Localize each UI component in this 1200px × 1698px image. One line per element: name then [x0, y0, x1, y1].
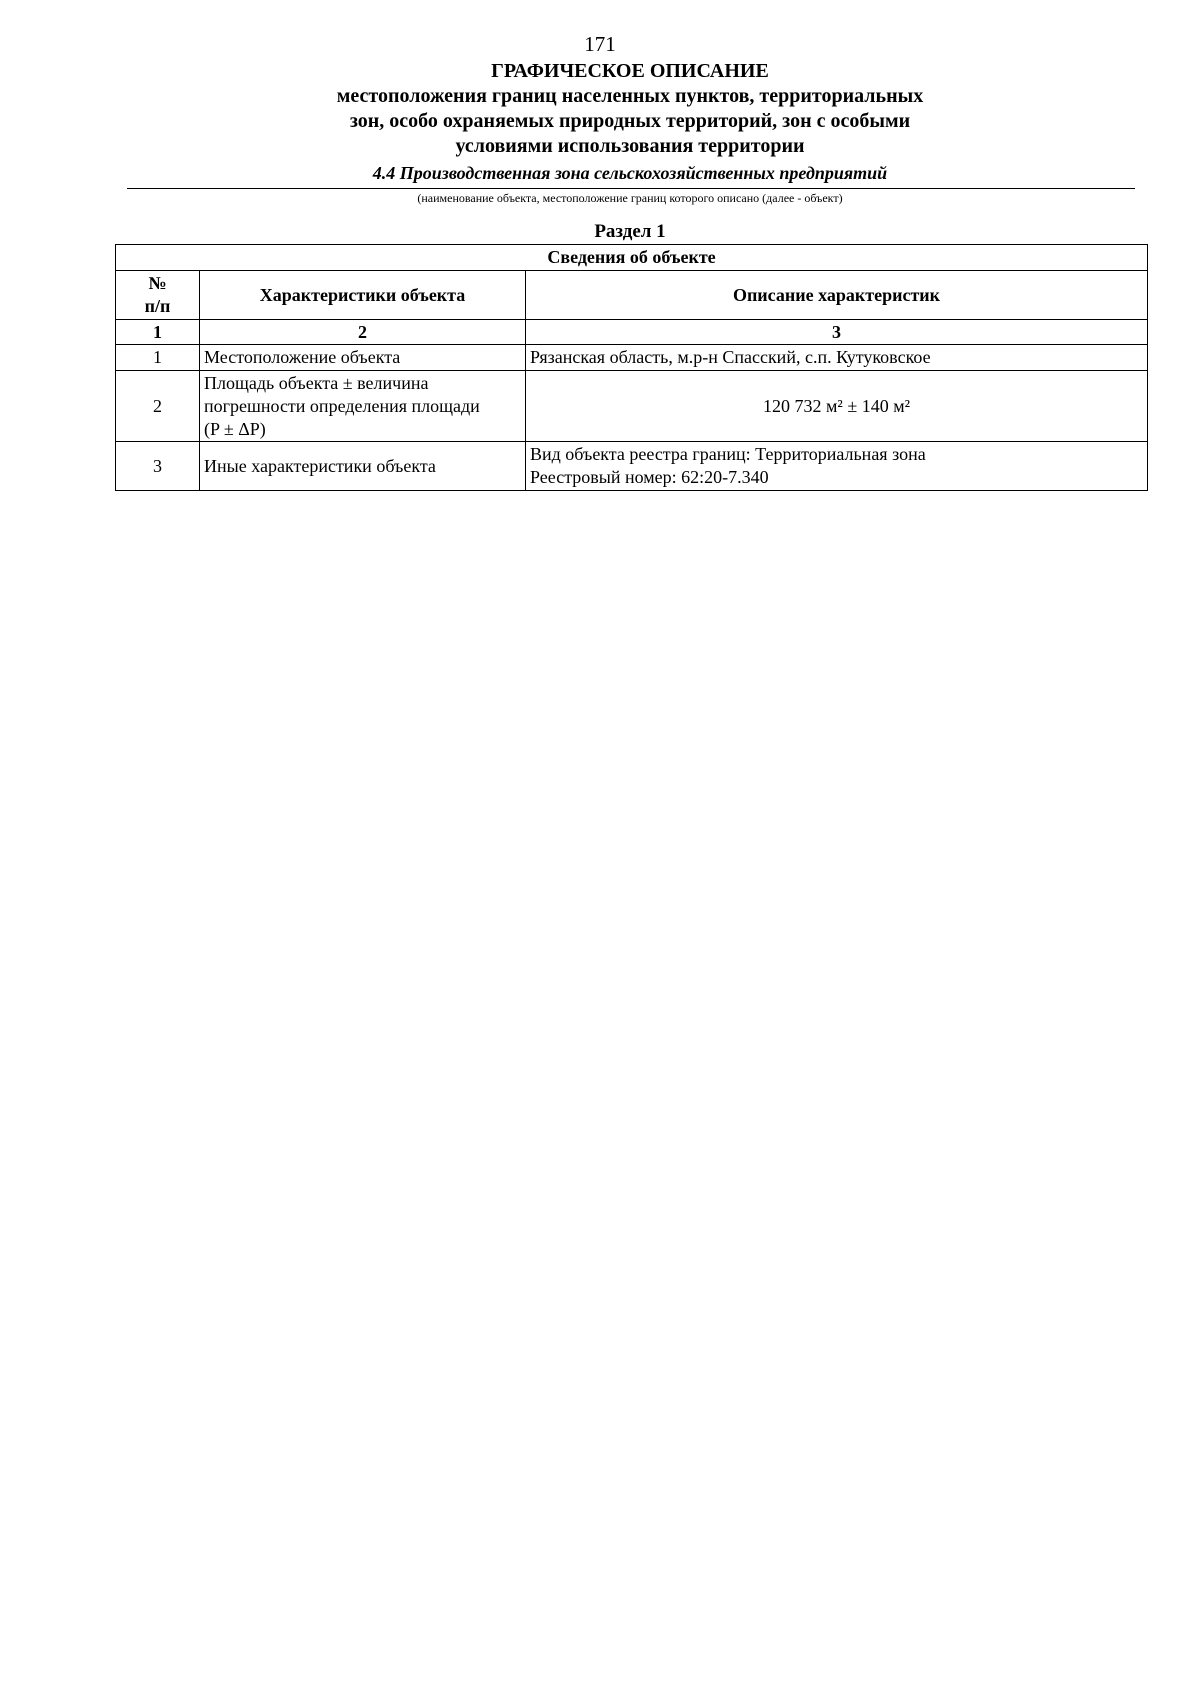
characteristic-line: Площадь объекта ± величина	[204, 372, 429, 393]
subtitle-line: условиями использования территории	[455, 135, 805, 157]
header-characteristics: Характеристики объекта	[200, 271, 526, 320]
object-caption: (наименование объекта, местоположение границ которого описано (далее - объект)	[417, 191, 843, 205]
description-line: 120 732 м² ± 140 м²	[763, 395, 910, 416]
page-number: 171	[584, 32, 616, 56]
characteristic-line: Иные характеристики объекта	[204, 455, 436, 476]
row-characteristic	[200, 371, 526, 442]
description-line: Реестровый номер: 62:20-7.340	[530, 467, 769, 487]
object-name-underline	[127, 188, 1135, 189]
table-row	[116, 345, 1148, 371]
table-row	[116, 442, 1148, 491]
row-description	[526, 442, 1148, 491]
characteristic-line: Местоположение объекта	[204, 347, 401, 367]
section-title: Раздел 1	[594, 221, 666, 242]
header-num-line2: п/п	[144, 296, 171, 316]
object-name: 4.4 Производственная зона сельскохозяйственных предприятий	[372, 163, 888, 183]
subtitle-line: зон, особо охраняемых природных территорий, зон с особыми	[349, 110, 911, 132]
header-description: Описание характеристик	[526, 271, 1148, 320]
document-title: ГРАФИЧЕСКОЕ ОПИСАНИЕ	[491, 60, 769, 82]
column-number-row	[116, 320, 1148, 345]
characteristic-line: погрешности определения площади	[204, 395, 480, 416]
table-row	[116, 371, 1148, 442]
header-num-line1: №	[148, 273, 167, 293]
row-num: 2	[116, 371, 200, 442]
column-number: 2	[200, 320, 526, 345]
row-num: 1	[116, 345, 200, 371]
row-characteristic	[200, 442, 526, 491]
row-description	[526, 371, 1148, 442]
description-line: Рязанская область, м.р-н Спасский, с.п. Кутуковское	[530, 347, 931, 367]
row-num: 3	[116, 442, 200, 491]
table-caption-row	[116, 245, 1148, 271]
column-number: 1	[116, 320, 200, 345]
table-header-row	[116, 271, 1148, 320]
description-line: Вид объекта реестра границ: Территориальная зона	[530, 444, 926, 464]
object-info-table	[115, 244, 1148, 491]
row-description	[526, 345, 1148, 371]
subtitle-line: местоположения границ населенных пунктов, территориальных	[336, 85, 924, 107]
header-num	[116, 271, 200, 320]
characteristic-line: (P ± ΔP)	[204, 418, 266, 439]
document-subtitle	[0, 84, 1200, 159]
row-characteristic	[200, 345, 526, 371]
table-caption: Сведения об объекте	[116, 245, 1148, 271]
column-number: 3	[526, 320, 1148, 345]
